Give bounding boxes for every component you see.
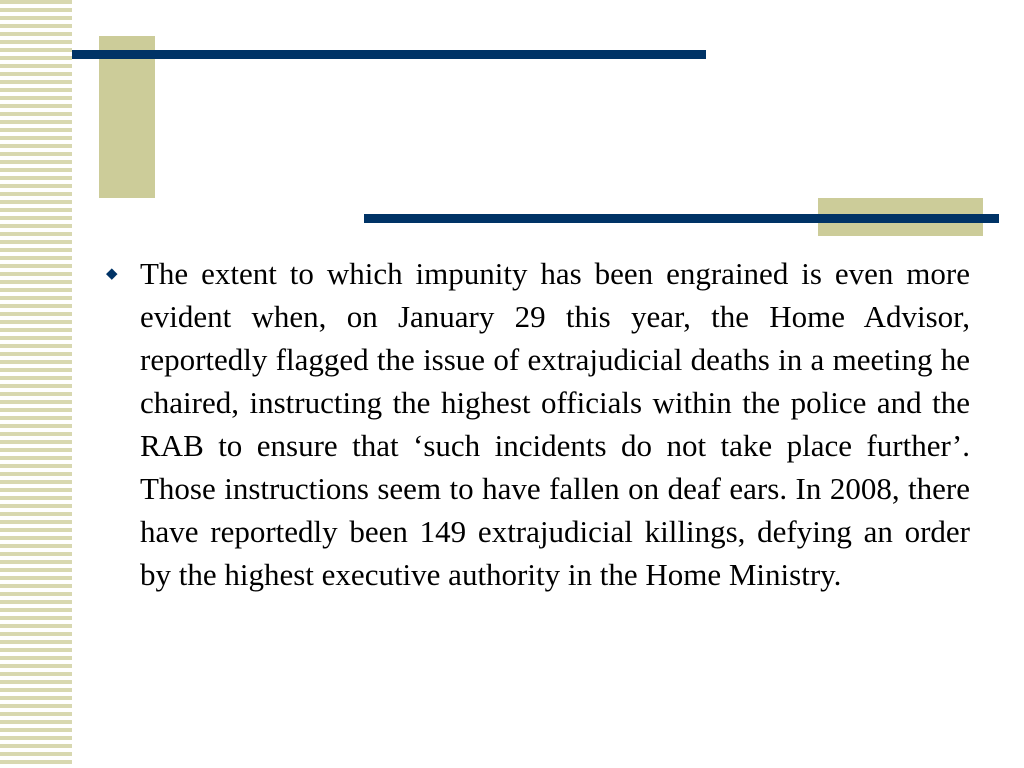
diamond-bullet-icon: ◆	[106, 264, 118, 282]
slide-body	[106, 252, 970, 596]
decorative-stripes	[0, 0, 72, 768]
title-rule-top	[72, 50, 706, 59]
bullet-item	[106, 252, 970, 596]
decorative-block-top	[99, 36, 155, 198]
bullet-text: The extent to which impunity has been engrained is even more evident when, on January 29 this year, the Home Advisor, reportedly flagged the issue of extrajudicial deaths in a meeting he chaired, instructing the highest officials within the police and the RAB to ensure that ‘such incidents do not take place further’. Those instructions seem to have fallen on deaf ears. In 2008, there have reportedly been 149 extrajudicial killings, defying an order by the highest executive authority in the Home Ministry.	[140, 256, 970, 592]
title-rule-bottom	[364, 214, 999, 223]
